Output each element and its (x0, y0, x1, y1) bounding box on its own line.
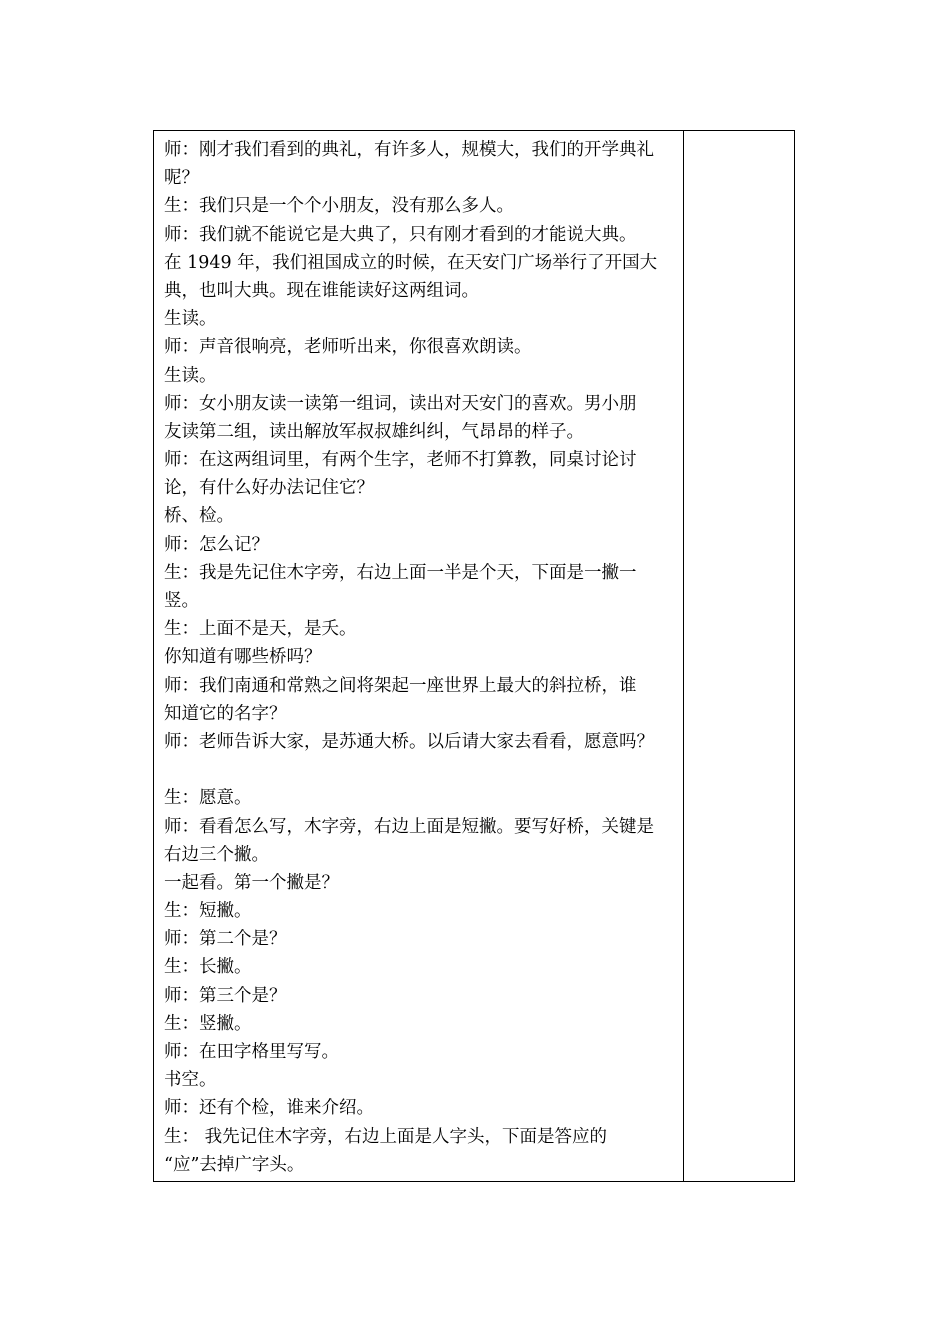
text-line: 生： 我先记住木字旁，右边上面是人字头，下面是答应的 (164, 1126, 608, 1147)
text-line: 生：愿意。 (164, 788, 252, 809)
text-line: 师：我们就不能说它是大典了，只有刚才看到的才能说大典。 (164, 224, 637, 245)
text-line: 生：我是先记住木字旁，右边上面一半是个天，下面是一撇一 (164, 562, 637, 583)
text-line: 生：短撇。 (164, 901, 252, 922)
lesson-table (153, 130, 795, 1182)
text-line: 师：声音很响亮，老师听出来，你很喜欢朗读。 (164, 337, 532, 358)
text-line: 桥、检。 (164, 506, 234, 527)
text-line: 友读第二组，读出解放军叔叔雄纠纠，气昂昂的样子。 (164, 421, 584, 442)
text-line: 师：老师告诉大家，是苏通大桥。以后请大家去看看，愿意吗？ (164, 731, 654, 752)
text-line: 你知道有哪些桥吗？ (164, 647, 322, 668)
dialogue-cell (154, 131, 684, 1181)
text-line: 师：刚才我们看到的典礼，有许多人，规模大，我们的开学典礼 (164, 140, 654, 160)
text-line: 师：怎么记？ (164, 534, 269, 555)
text-line: 一起看。第一个撇是？ (164, 872, 339, 893)
text-line: 知道它的名字？ (164, 703, 287, 724)
text-line: 生读。 (164, 365, 217, 386)
text-line: 师：女小朋友读一读第一组词，读出对天安门的喜欢。男小朋 (164, 393, 637, 414)
text-line: 在 1949 年，我们祖国成立的时候，在天安门广场举行了开国大 (164, 252, 658, 273)
text-line: 生：上面不是天，是夭。 (164, 619, 357, 640)
text-line: 生读。 (164, 309, 217, 330)
text-line: 师：在这两组词里，有两个生字，老师不打算教，同桌讨论讨 (164, 450, 637, 471)
text-line: 师：在田字格里写写。 (164, 1042, 339, 1062)
notes-cell (684, 131, 794, 1181)
text-line: 师：第二个是？ (164, 929, 287, 950)
text-line: 书空。 (164, 1070, 217, 1091)
text-line: 师：第三个是？ (164, 985, 287, 1006)
text-line: 生：竖撇。 (164, 1013, 252, 1034)
text-line: 竖。 (164, 591, 199, 611)
text-line: 师：我们南通和常熟之间将架起一座世界上最大的斜拉桥，谁 (164, 675, 637, 696)
text-line: 生：我们只是一个个小朋友，没有那么多人。 (164, 196, 514, 217)
text-line: 呢？ (164, 168, 199, 189)
text-line: 师：看看怎么写，木字旁，右边上面是短撇。要写好桥，关键是 (164, 816, 654, 837)
text-line: 生：长撇。 (164, 957, 252, 978)
text-line: 右边三个撇。 (164, 844, 269, 865)
text-line: 论，有什么好办法记住它？ (164, 478, 374, 499)
blank-line (164, 756, 675, 784)
text-line: 典，也叫大典。现在谁能读好这两组词。 (164, 280, 479, 301)
text-line: “应”去掉广字头。 (164, 1154, 305, 1175)
text-line: 师：还有个检，谁来介绍。 (164, 1098, 374, 1119)
